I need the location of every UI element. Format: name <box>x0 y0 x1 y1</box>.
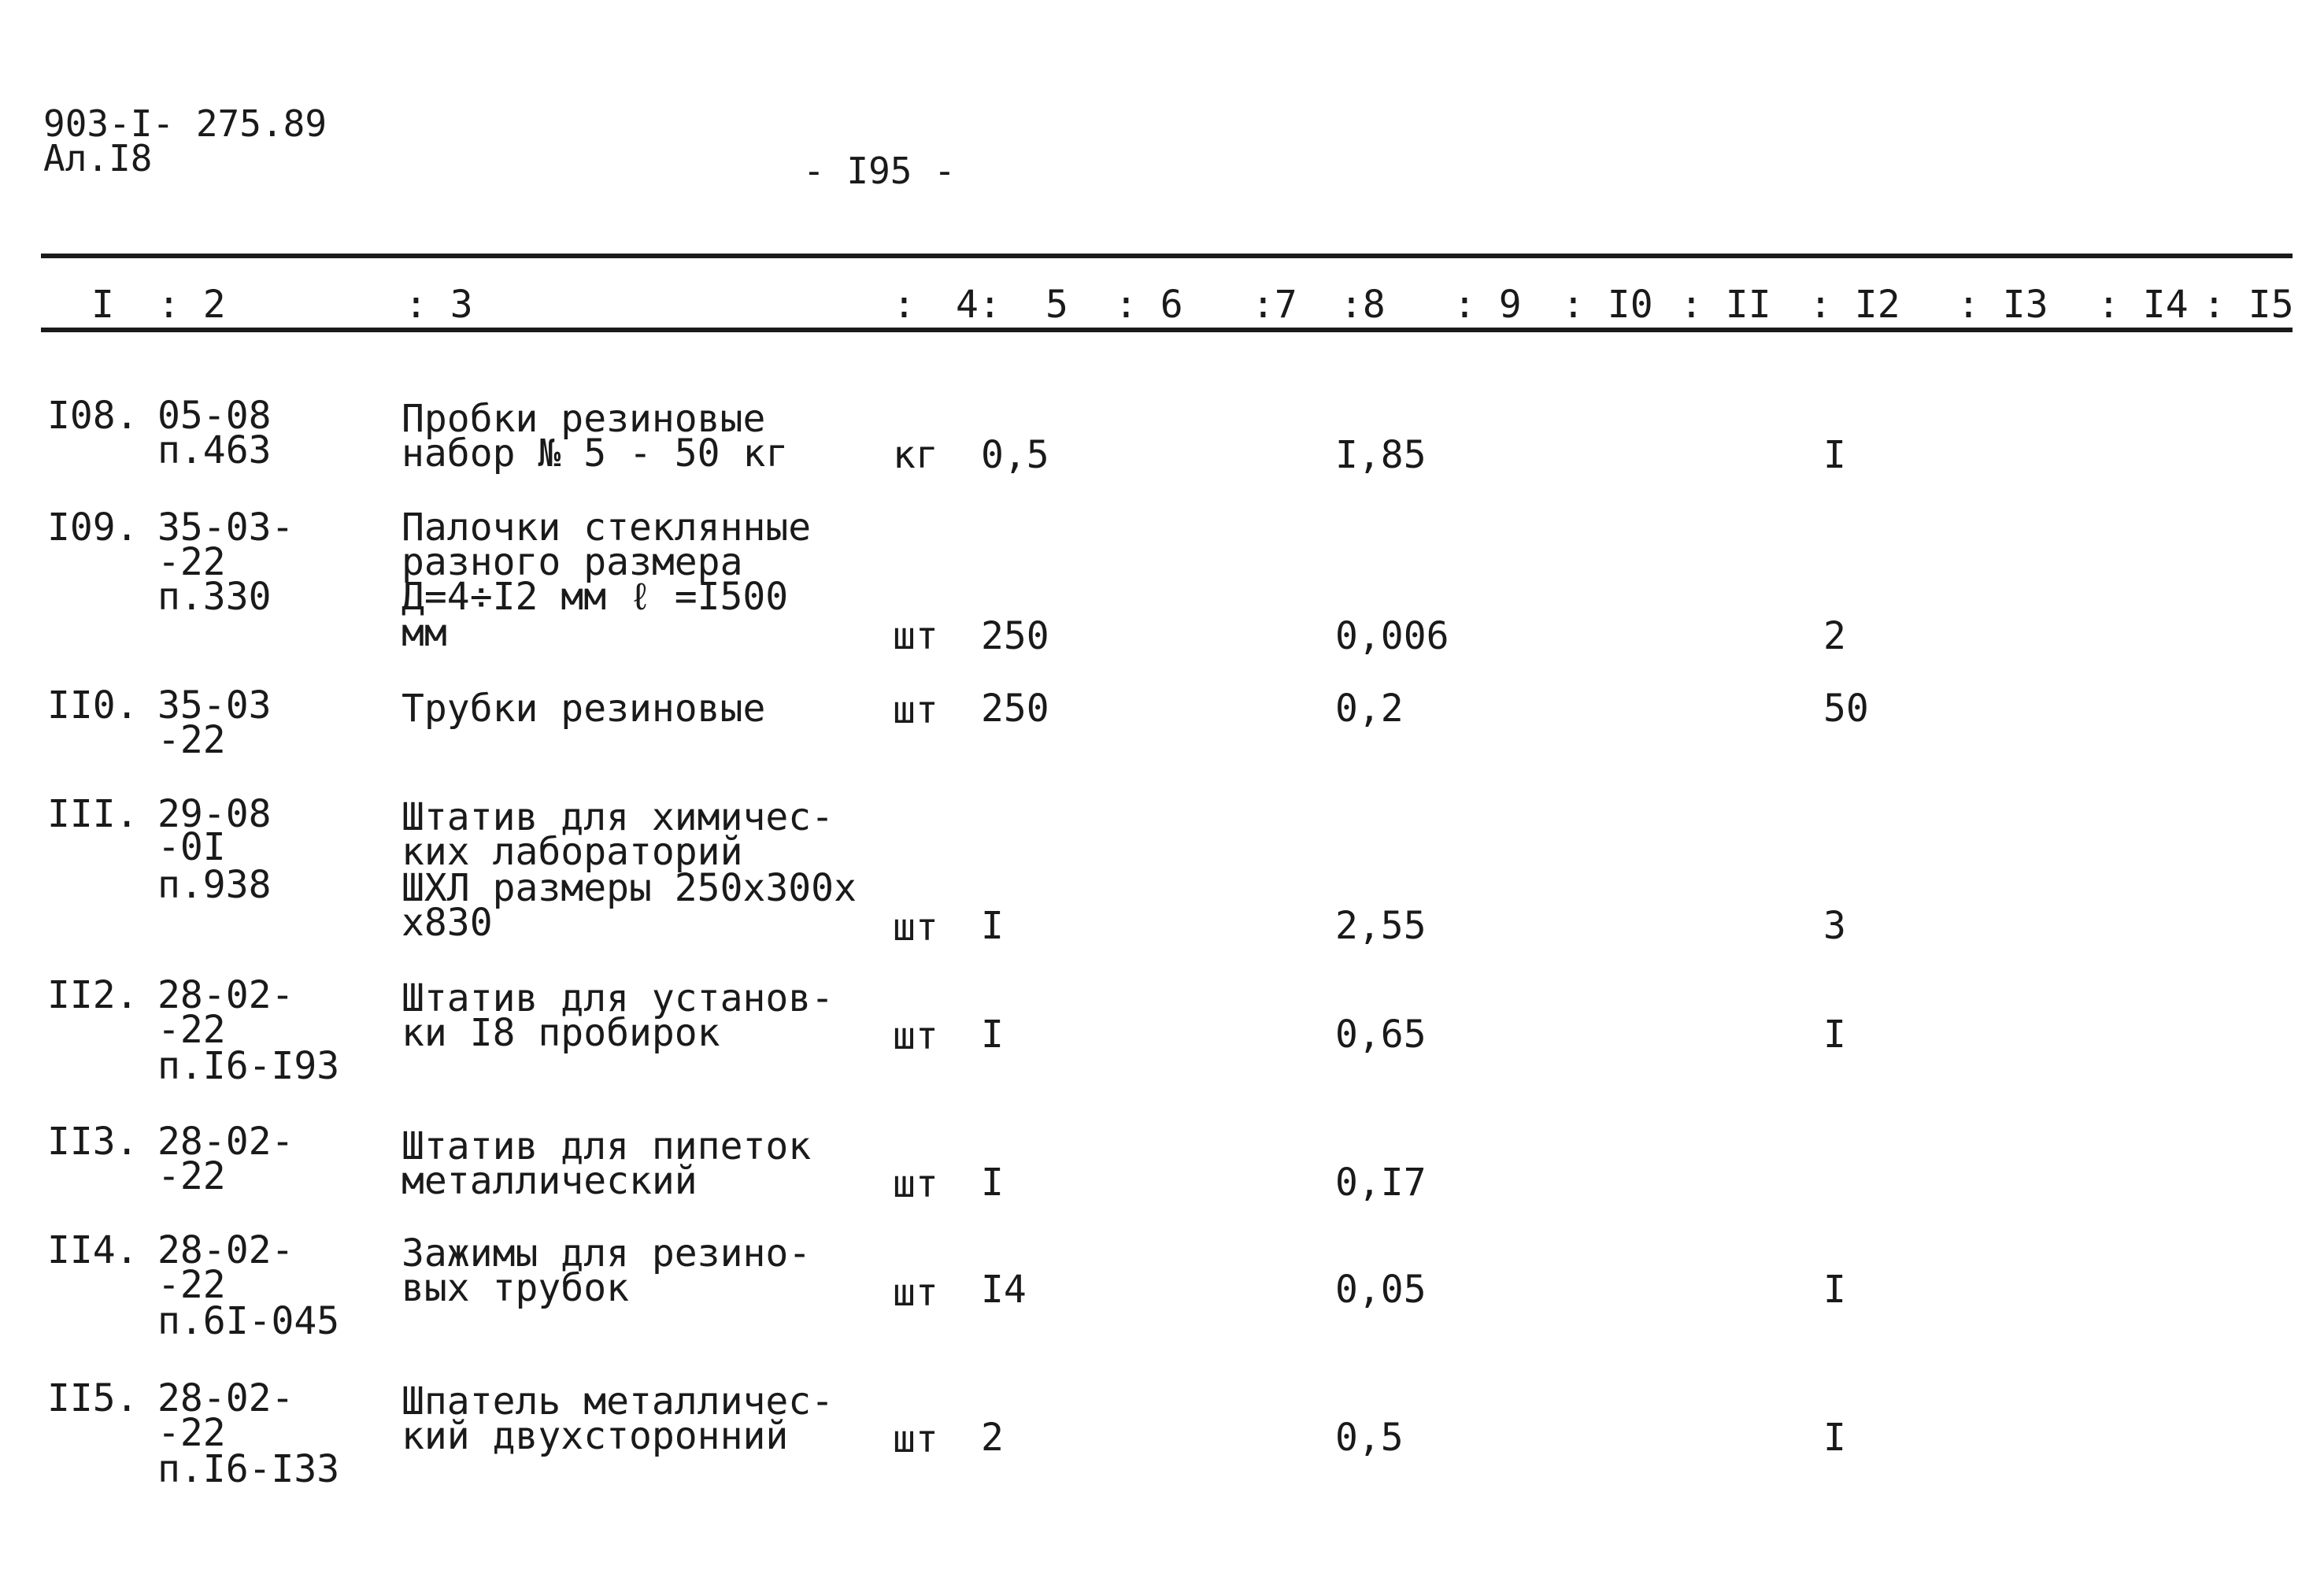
price-code: -22 <box>157 1008 226 1052</box>
price-code: -22 <box>157 1154 226 1198</box>
quantity: 0,5 <box>981 433 1049 477</box>
price-code: -22 <box>157 540 226 584</box>
value-col12: 2 <box>1823 614 1846 658</box>
price-code: 35-03- <box>157 505 294 550</box>
unit: кг <box>893 433 938 477</box>
quantity: 250 <box>981 687 1049 731</box>
value-col8: 0,65 <box>1335 1013 1427 1057</box>
price-code: п.330 <box>157 575 272 619</box>
value-col12: I <box>1823 433 1846 477</box>
price-code: -22 <box>157 1263 226 1307</box>
value-col8: 0,5 <box>1335 1416 1404 1460</box>
column-number-13: : I3 <box>1957 283 2048 327</box>
column-number-9: : 9 <box>1453 283 1522 327</box>
item-name: вых трубок <box>402 1266 629 1310</box>
unit: шт <box>893 688 938 732</box>
item-name: Палочки стеклянные <box>402 505 812 550</box>
price-code: -0I <box>157 825 226 869</box>
unit: шт <box>893 905 938 950</box>
value-col12: I <box>1823 1268 1846 1312</box>
item-name: разного размера <box>402 540 743 584</box>
column-number-8: :8 <box>1340 283 1386 327</box>
price-code: 29-08 <box>157 792 272 836</box>
item-name: мм <box>402 611 447 655</box>
column-number-12: : I2 <box>1809 283 1900 327</box>
row-number: II2. <box>47 973 139 1017</box>
unit: шт <box>893 1417 938 1461</box>
column-number-7: :7 <box>1252 283 1297 327</box>
value-col8: 2,55 <box>1335 904 1427 948</box>
column-separator: : <box>893 283 916 327</box>
item-name: набор № 5 - 50 кг <box>402 431 789 476</box>
column-number-14: : I4 <box>2097 283 2189 327</box>
item-name: Д=4÷I2 мм ℓ =I500 <box>402 575 789 619</box>
item-name: Штатив для установ- <box>402 976 834 1020</box>
column-number-15: : I5 <box>2203 283 2294 327</box>
row-number: I08. <box>47 394 139 438</box>
item-name: Трубки резиновые <box>402 687 766 731</box>
price-code: -22 <box>157 718 226 762</box>
price-code: 28-02- <box>157 973 294 1017</box>
quantity: 2 <box>981 1416 1004 1460</box>
value-col8: 0,2 <box>1335 687 1404 731</box>
row-number: II4. <box>47 1228 139 1272</box>
item-name: Зажимы для резино- <box>402 1231 812 1276</box>
price-code: 05-08 <box>157 394 272 438</box>
price-code: п.938 <box>157 863 272 907</box>
item-name: Шпатель металличес- <box>402 1379 834 1424</box>
price-code: 35-03 <box>157 683 272 728</box>
document-code: 903-I- 275.89 <box>43 102 328 145</box>
price-code: 28-02- <box>157 1228 294 1272</box>
item-name: х830 <box>402 901 493 945</box>
column-number-1: I <box>91 283 114 327</box>
column-number-2: : 2 <box>157 283 226 327</box>
quantity: I <box>981 1161 1004 1205</box>
row-number: II0. <box>47 683 139 728</box>
column-number-6: : 6 <box>1115 283 1183 327</box>
row-number: II3. <box>47 1120 139 1164</box>
price-code: -22 <box>157 1411 226 1455</box>
unit: шт <box>893 614 938 658</box>
value-col12: I <box>1823 1013 1846 1057</box>
item-name: Штатив для химичес- <box>402 795 834 839</box>
value-col12: I <box>1823 1416 1846 1460</box>
table-header-rule <box>41 328 2293 332</box>
value-col8: 0,I7 <box>1335 1161 1427 1205</box>
quantity: 250 <box>981 614 1049 658</box>
row-number: III. <box>47 792 139 836</box>
column-number-5: 5 <box>1045 283 1068 327</box>
unit: шт <box>893 1162 938 1206</box>
quantity: I <box>981 1013 1004 1057</box>
price-code: п.463 <box>157 428 272 472</box>
value-col8: 0,05 <box>1335 1268 1427 1312</box>
price-code: 28-02- <box>157 1120 294 1164</box>
unit: шт <box>893 1271 938 1315</box>
page-number: - I95 - <box>803 150 956 192</box>
value-col12: 3 <box>1823 904 1846 948</box>
column-number-10: : I0 <box>1562 283 1653 327</box>
quantity: I4 <box>981 1268 1027 1312</box>
column-number-4: 4: <box>956 283 1001 327</box>
item-name: ШХЛ размеры 250х300х <box>402 866 857 910</box>
item-name: Пробки резиновые <box>402 397 766 441</box>
row-number: II5. <box>47 1376 139 1420</box>
item-name: ких лабораторий <box>402 830 743 874</box>
column-number-3: : 3 <box>405 283 473 327</box>
value-col12: 50 <box>1823 687 1869 731</box>
column-number-11: : II <box>1680 283 1771 327</box>
price-code: п.I6-I33 <box>157 1447 340 1491</box>
unit: шт <box>893 1014 938 1058</box>
item-name: кий двухсторонний <box>402 1414 789 1458</box>
table-top-rule <box>41 254 2293 258</box>
sheet-label: Ал.I8 <box>43 137 153 180</box>
value-col8: 0,006 <box>1335 614 1449 658</box>
price-code: п.6I-045 <box>157 1299 340 1343</box>
item-name: Штатив для пипеток <box>402 1124 812 1168</box>
row-number: I09. <box>47 505 139 550</box>
price-code: 28-02- <box>157 1376 294 1420</box>
item-name: металлический <box>402 1159 698 1203</box>
price-code: п.I6-I93 <box>157 1044 340 1088</box>
item-name: ки I8 пробирок <box>402 1011 720 1055</box>
value-col8: I,85 <box>1335 433 1427 477</box>
quantity: I <box>981 904 1004 948</box>
